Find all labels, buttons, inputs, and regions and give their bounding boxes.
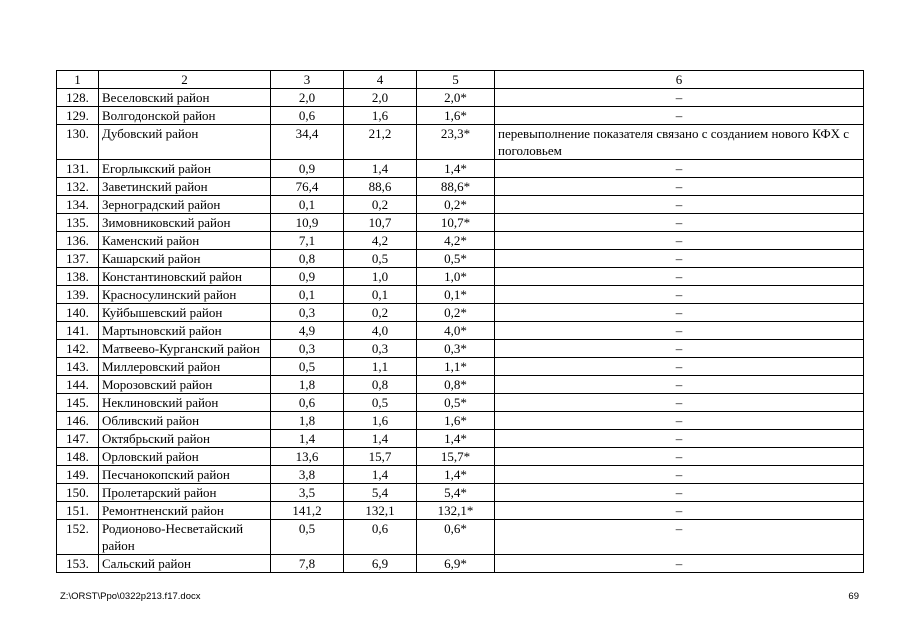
district-name: Каменский район [99,232,271,250]
value-col-4: 0,5 [344,250,417,268]
table-row [57,376,864,394]
note: – [495,555,864,573]
district-name: Мартыновский район [99,322,271,340]
value-col-5: 132,1* [417,502,495,520]
value-col-5: 1,0* [417,268,495,286]
value-col-5: 0,2* [417,304,495,322]
table-row [57,484,864,502]
value-col-5: 1,4* [417,466,495,484]
table-row [57,304,864,322]
district-name: Кашарский район [99,250,271,268]
footer-file-path: Z:\ORST\Ppo\0322p213.f17.docx [60,591,201,602]
row-number: 152. [57,520,99,555]
value-col-3: 3,8 [271,466,344,484]
row-number: 137. [57,250,99,268]
table-row [57,160,864,178]
note: – [495,340,864,358]
district-name: Волгодонской район [99,107,271,125]
value-col-5: 88,6* [417,178,495,196]
value-col-5: 1,4* [417,160,495,178]
row-number: 138. [57,268,99,286]
row-number: 134. [57,196,99,214]
table-row [57,555,864,573]
district-name: Песчанокопский район [99,466,271,484]
district-name: Матвеево-Курганский район [99,340,271,358]
header-row [57,71,864,89]
value-col-4: 2,0 [344,89,417,107]
value-col-4: 1,4 [344,430,417,448]
note: – [495,107,864,125]
row-number: 148. [57,448,99,466]
district-name: Сальский район [99,555,271,573]
value-col-5: 10,7* [417,214,495,232]
table-row [57,250,864,268]
value-col-5: 0,1* [417,286,495,304]
district-name: Пролетарский район [99,484,271,502]
district-name: Орловский район [99,448,271,466]
data-table [56,70,864,573]
note: – [495,448,864,466]
district-name: Красносулинский район [99,286,271,304]
district-name: Ремонтненский район [99,502,271,520]
table-row [57,286,864,304]
value-col-3: 0,1 [271,286,344,304]
value-col-5: 1,1* [417,358,495,376]
value-col-4: 88,6 [344,178,417,196]
value-col-4: 0,8 [344,376,417,394]
row-number: 151. [57,502,99,520]
row-number: 141. [57,322,99,340]
value-col-3: 0,9 [271,268,344,286]
value-col-4: 0,6 [344,520,417,555]
value-col-4: 4,0 [344,322,417,340]
value-col-4: 15,7 [344,448,417,466]
value-col-4: 0,2 [344,304,417,322]
row-number: 128. [57,89,99,107]
note: – [495,304,864,322]
value-col-4: 0,3 [344,340,417,358]
note: – [495,466,864,484]
district-name: Егорлыкский район [99,160,271,178]
value-col-5: 6,9* [417,555,495,573]
value-col-3: 76,4 [271,178,344,196]
note: – [495,286,864,304]
header-cell-6: 6 [495,71,864,89]
note: – [495,89,864,107]
page-number: 69 [848,591,859,602]
value-col-3: 141,2 [271,502,344,520]
value-col-4: 1,4 [344,466,417,484]
row-number: 144. [57,376,99,394]
value-col-5: 0,8* [417,376,495,394]
value-col-3: 34,4 [271,125,344,160]
district-name: Заветинский район [99,178,271,196]
value-col-3: 3,5 [271,484,344,502]
note: – [495,376,864,394]
value-col-4: 1,6 [344,107,417,125]
value-col-5: 5,4* [417,484,495,502]
row-number: 129. [57,107,99,125]
row-number: 140. [57,304,99,322]
header-cell-4: 4 [344,71,417,89]
note: – [495,394,864,412]
value-col-5: 0,2* [417,196,495,214]
value-col-5: 1,6* [417,412,495,430]
value-col-5: 0,5* [417,394,495,412]
value-col-3: 7,8 [271,555,344,573]
district-name: Куйбышевский район [99,304,271,322]
note: – [495,484,864,502]
table-row [57,340,864,358]
table-row [57,125,864,160]
table-row [57,322,864,340]
row-number: 131. [57,160,99,178]
table-row [57,178,864,196]
table-row [57,430,864,448]
note: – [495,502,864,520]
header-cell-2: 2 [99,71,271,89]
table-row [57,502,864,520]
row-number: 147. [57,430,99,448]
table-row [57,268,864,286]
note: – [495,268,864,286]
value-col-4: 0,2 [344,196,417,214]
table-row [57,394,864,412]
note: перевыполнение показателя связано с созданием нового КФХ с поголовьем [495,125,864,160]
district-name: Зерноградский район [99,196,271,214]
value-col-3: 1,4 [271,430,344,448]
row-number: 143. [57,358,99,376]
value-col-3: 1,8 [271,412,344,430]
table-row [57,448,864,466]
district-name: Веселовский район [99,89,271,107]
note: – [495,322,864,340]
note: – [495,520,864,555]
row-number: 149. [57,466,99,484]
value-col-5: 1,4* [417,430,495,448]
table-row [57,412,864,430]
value-col-3: 13,6 [271,448,344,466]
row-number: 132. [57,178,99,196]
value-col-3: 0,6 [271,107,344,125]
note: – [495,412,864,430]
value-col-3: 0,5 [271,358,344,376]
value-col-4: 5,4 [344,484,417,502]
district-name: Дубовский район [99,125,271,160]
row-number: 142. [57,340,99,358]
value-col-5: 0,6* [417,520,495,555]
value-col-4: 1,0 [344,268,417,286]
note: – [495,358,864,376]
note: – [495,430,864,448]
district-name: Неклиновский район [99,394,271,412]
table-row [57,214,864,232]
table-row [57,107,864,125]
value-col-3: 0,5 [271,520,344,555]
district-name: Обливский район [99,412,271,430]
note: – [495,232,864,250]
value-col-5: 1,6* [417,107,495,125]
value-col-3: 0,1 [271,196,344,214]
value-col-4: 0,5 [344,394,417,412]
district-name: Морозовский район [99,376,271,394]
value-col-5: 0,3* [417,340,495,358]
value-col-4: 1,1 [344,358,417,376]
value-col-4: 132,1 [344,502,417,520]
note: – [495,160,864,178]
value-col-5: 0,5* [417,250,495,268]
district-name: Миллеровский район [99,358,271,376]
value-col-3: 0,8 [271,250,344,268]
table-row [57,520,864,555]
note: – [495,178,864,196]
note: – [495,250,864,268]
row-number: 139. [57,286,99,304]
row-number: 136. [57,232,99,250]
value-col-3: 0,9 [271,160,344,178]
district-name: Зимовниковский район [99,214,271,232]
value-col-4: 6,9 [344,555,417,573]
district-name: Родионово-Несветайский район [99,520,271,555]
value-col-3: 7,1 [271,232,344,250]
value-col-5: 4,2* [417,232,495,250]
table-row [57,466,864,484]
value-col-3: 0,3 [271,340,344,358]
note: – [495,196,864,214]
table-row [57,232,864,250]
table-row [57,358,864,376]
value-col-3: 0,3 [271,304,344,322]
district-name: Константиновский район [99,268,271,286]
value-col-4: 0,1 [344,286,417,304]
district-name: Октябрьский район [99,430,271,448]
row-number: 135. [57,214,99,232]
value-col-5: 2,0* [417,89,495,107]
row-number: 153. [57,555,99,573]
value-col-3: 2,0 [271,89,344,107]
value-col-4: 21,2 [344,125,417,160]
value-col-3: 10,9 [271,214,344,232]
value-col-3: 0,6 [271,394,344,412]
header-cell-3: 3 [271,71,344,89]
row-number: 146. [57,412,99,430]
value-col-5: 23,3* [417,125,495,160]
value-col-4: 10,7 [344,214,417,232]
row-number: 130. [57,125,99,160]
value-col-5: 15,7* [417,448,495,466]
value-col-4: 1,6 [344,412,417,430]
table-row [57,89,864,107]
row-number: 145. [57,394,99,412]
value-col-4: 1,4 [344,160,417,178]
note: – [495,214,864,232]
value-col-3: 1,8 [271,376,344,394]
row-number: 150. [57,484,99,502]
header-cell-5: 5 [417,71,495,89]
header-cell-1: 1 [57,71,99,89]
value-col-5: 4,0* [417,322,495,340]
value-col-3: 4,9 [271,322,344,340]
value-col-4: 4,2 [344,232,417,250]
table-row [57,196,864,214]
